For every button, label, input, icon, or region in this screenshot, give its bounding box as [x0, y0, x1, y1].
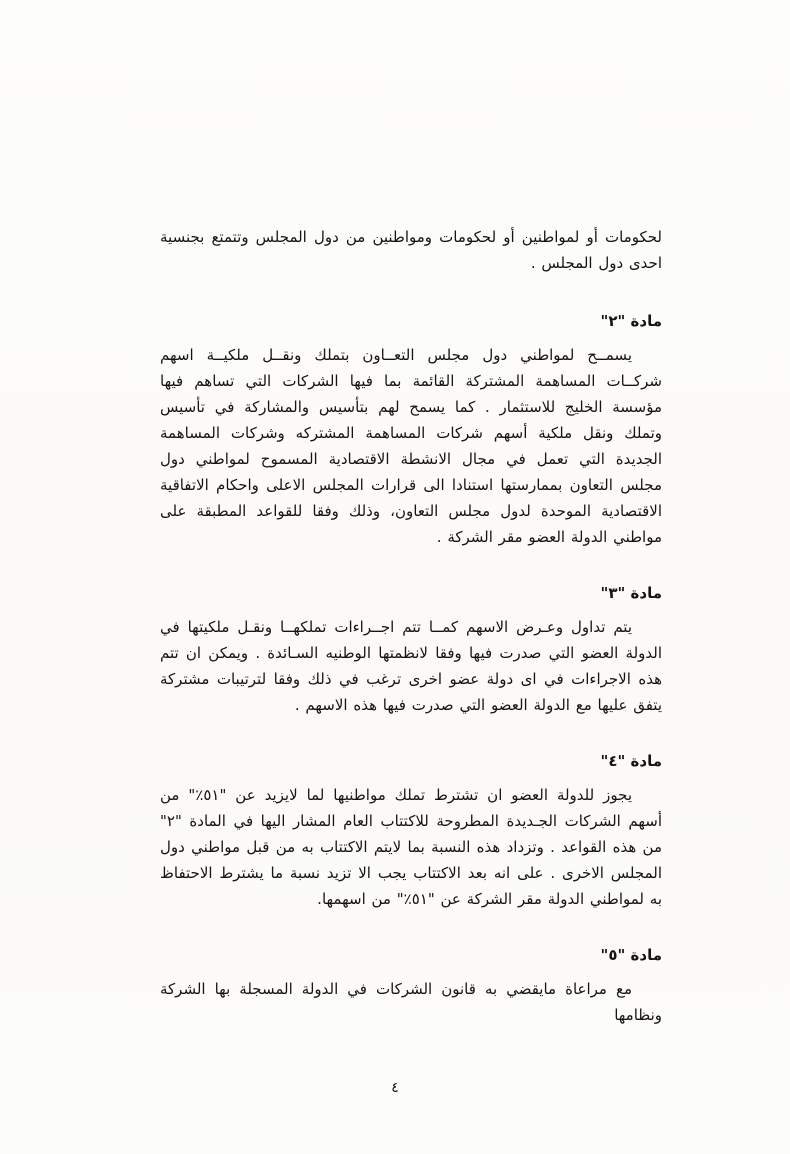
article-4-body: يجوز للدولة العضو ان تشترط تملك مواطنيها لما لايزيد عن "٥١٪" من أسهم الشركات الجـديدة المطروحة للاكتتاب العام المشار اليها في المادة "٢" من هذه القواعد . وتزداد هذه النسبة بما لايتم الاكتتاب به من قبل مواطني دول المجلس الاخرى . على انه بعد الاكتتاب يجب الا تزيد نسبة ما يشترط الاحتفاظ به لمواطني الدولة مقر الشركة عن "٥١٪" من اسهمها. [160, 786, 662, 908]
article-5-body: مع مراعاة مايقضي به قانون الشركات في الدولة المسجلة بها الشركة ونظامها [160, 980, 662, 1024]
document-body [160, 224, 662, 1028]
article-3-heading: مادة "٣" [600, 584, 662, 602]
article-5-heading: مادة "٥" [600, 946, 662, 964]
article-2-body: يسمــح لمواطني دول مجلس التعــاون بتملك ونقــل ملكيــة اسهم شركــات المساهمة المشتركة القائمة بما فيها الشركات التي تساهم فيها مؤسسة الخليج للاستثمار . كما يسمح لهم بتأسيس والمشاركة في تأسيس وتملك ونقل ملكية أسهم شركات المساهمة المشتركه وشركات المساهمة الجديدة التي تعمل في مجال الانشطة الاقتصادية المسموح لمواطني دول مجلس التعاون بممارستها استنادا الى قرارات المجلس الاعلى واحكام الاتفاقية الاقتصادية الموحدة لدول مجلس التعاون، وذلك وفقا للقواعد المطبقة على مواطني الدولة العضو مقر الشركة . [160, 346, 662, 546]
article-4-heading: مادة "٤" [600, 752, 662, 770]
article-2-heading: مادة "٢" [600, 312, 662, 330]
page-number: ٤ [391, 1080, 399, 1096]
paragraph-continuation: لحكومات أو لمواطنين أو لحكومات ومواطنين من دول المجلس وتتمتع بجنسية احدى دول المجلس . [160, 228, 662, 272]
article-3-body: يتم تداول وعـرض الاسهم كمــا تتم اجــراءات تملكهــا ونقـل ملكيتها في الدولة العضو التي صدرت فيها وفقا لانظمتها الوطنيه السـائدة . ويمكن ان تتم هذه الاجراءات في اى دولة عضو اخرى ترغب في ذلك وفقا لترتيبات مشتركة يتفق عليها مع الدولة العضو التي صدرت فيها هذه الاسهم . [160, 618, 662, 714]
